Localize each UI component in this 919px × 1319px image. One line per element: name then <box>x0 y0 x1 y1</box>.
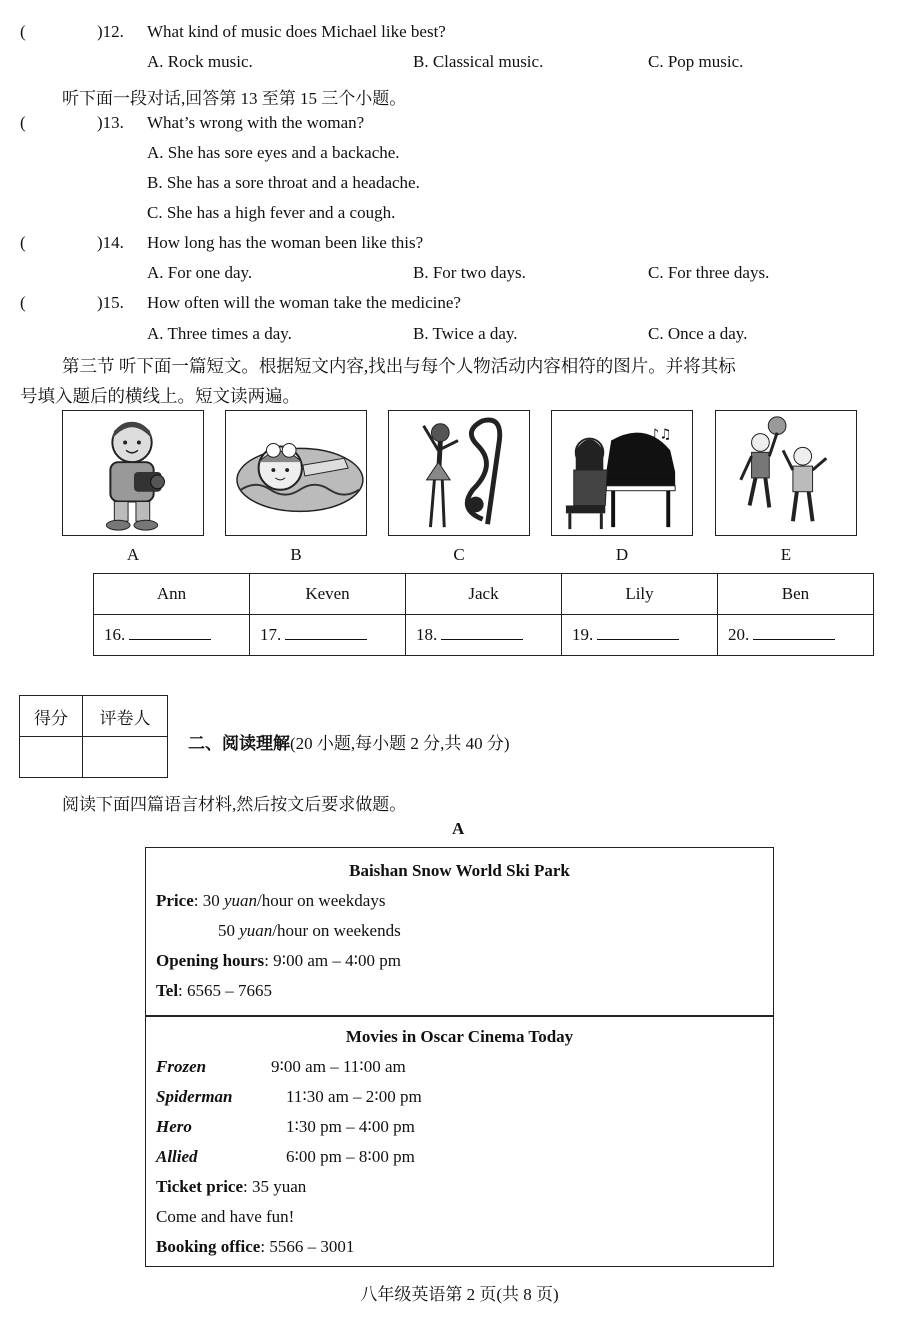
answer-blank[interactable] <box>129 625 211 640</box>
answer-number: 19. <box>572 625 594 644</box>
price-label: Price <box>156 891 194 910</box>
part2-title: 二、阅读理解 <box>188 734 290 754</box>
swimmer-icon <box>225 410 367 536</box>
movie-name: Allied <box>156 1147 198 1166</box>
section3-instruction-line1: 第三节 听下面一篇短文。根据短文内容,找出与每个人物活动内容相符的图片。并将其标 <box>62 356 736 376</box>
price-weekend-desc: /hour on weekends <box>272 921 401 940</box>
question-stem: How long has the woman been like this? <box>147 233 424 252</box>
option-c: C. For three days. <box>648 263 770 282</box>
price-line-2 <box>218 921 401 941</box>
name-cell: Jack <box>406 574 562 615</box>
price-unit: yuan <box>239 921 273 940</box>
answer-cell-18[interactable] <box>406 615 562 656</box>
movie-name: Spiderman <box>156 1087 233 1106</box>
movie-name: Hero <box>156 1117 192 1136</box>
option-b: B. Twice a day. <box>413 324 518 343</box>
fun-line: Come and have fun! <box>156 1207 295 1226</box>
answer-bracket-open: ( <box>20 293 26 312</box>
picture-label-e: E <box>780 545 792 564</box>
part2-heading <box>188 729 510 754</box>
picture-label-d: D <box>615 545 629 564</box>
answer-cell-16[interactable] <box>94 615 250 656</box>
answer-number: 16. <box>104 625 126 644</box>
reading-instruction: 阅读下面四篇语言材料,然后按文后要求做题。 <box>62 795 407 814</box>
colon: : <box>178 981 188 1000</box>
price-weekday-desc: /hour on weekdays <box>257 891 386 910</box>
basketball-players-icon <box>715 410 857 536</box>
option-b: B. For two days. <box>413 263 526 282</box>
ski-park-box <box>145 847 774 1017</box>
answer-cell-20[interactable] <box>718 615 874 656</box>
part2-description: (20 小题,每小题 2 分,共 40 分) <box>290 734 510 753</box>
question-number: )13. <box>97 113 124 132</box>
option-b: B. Classical music. <box>413 52 544 71</box>
option-c: C. Pop music. <box>648 52 744 71</box>
answer-cell-17[interactable] <box>250 615 406 656</box>
cinema-box <box>145 1015 774 1267</box>
question-number: )14. <box>97 233 124 252</box>
option-a: A. Three times a day. <box>147 324 292 343</box>
movie-time: 6∶00 pm – 8∶00 pm <box>286 1147 415 1166</box>
answer-cell-19[interactable] <box>562 615 718 656</box>
answer-blank[interactable] <box>285 625 367 640</box>
opening-hours-line <box>156 951 401 971</box>
colon: : <box>193 891 203 910</box>
answer-bracket-open: ( <box>20 113 26 132</box>
dancer-icon <box>388 410 530 536</box>
price-weekday: 30 <box>202 891 224 910</box>
name-cell: Ben <box>718 574 874 615</box>
movie-time: 11∶30 am – 2∶00 pm <box>286 1087 422 1106</box>
colon: : <box>243 1177 253 1196</box>
name-cell: Lily <box>562 574 718 615</box>
cinema-title: Movies in Oscar Cinema Today <box>345 1027 574 1046</box>
dialogue-instruction: 听下面一段对话,回答第 13 至第 15 三个小题。 <box>62 89 407 108</box>
booking-value: 5566 – 3001 <box>269 1237 355 1256</box>
answer-blank[interactable] <box>441 625 523 640</box>
question-number: )15. <box>97 293 124 312</box>
picture-label-b: B <box>290 545 302 564</box>
price-unit: yuan <box>223 891 258 910</box>
picture-label-c: C <box>453 545 465 564</box>
page-footer: 八年级英语第 2 页(共 8 页) <box>360 1285 559 1304</box>
score-table <box>19 695 168 778</box>
movie-time: 9∶00 am – 11∶00 am <box>271 1057 406 1076</box>
hours-label: Opening hours <box>156 951 265 970</box>
photographer-icon <box>62 410 204 536</box>
option-c: C. Once a day. <box>648 324 748 343</box>
booking-label: Booking office <box>156 1237 261 1256</box>
ticket-line <box>156 1177 306 1197</box>
section3-instruction-line2: 号填入题后的横线上。短文读两遍。 <box>20 386 300 406</box>
answer-number: 17. <box>260 625 282 644</box>
tel-line <box>156 981 272 1001</box>
option-a: A. She has sore eyes and a backache. <box>147 143 400 162</box>
grader-cell[interactable] <box>83 737 168 778</box>
answer-number: 18. <box>416 625 438 644</box>
option-b: B. She has a sore throat and a headache. <box>147 173 420 192</box>
option-a: A. For one day. <box>147 263 253 282</box>
movie-name: Frozen <box>156 1057 207 1076</box>
matching-table <box>93 573 874 656</box>
answer-bracket-open: ( <box>20 233 26 252</box>
picture-label-a: A <box>126 545 140 564</box>
price-weekend: 50 <box>218 921 240 940</box>
answer-blank[interactable] <box>597 625 679 640</box>
question-stem: What’s wrong with the woman? <box>147 113 365 132</box>
price-line-1 <box>156 891 385 911</box>
hours-value: 9∶00 am – 4∶00 pm <box>273 951 402 970</box>
answer-number: 20. <box>728 625 750 644</box>
tel-value: 6565 – 7665 <box>187 981 273 1000</box>
ticket-label: Ticket price <box>156 1177 244 1196</box>
answer-blank[interactable] <box>753 625 835 640</box>
name-cell: Keven <box>250 574 406 615</box>
colon: : <box>264 951 274 970</box>
piano-player-icon <box>551 410 693 536</box>
grader-header: 评卷人 <box>83 696 168 737</box>
answer-bracket-open: ( <box>20 22 26 41</box>
ski-park-title: Baishan Snow World Ski Park <box>349 861 570 880</box>
tel-label: Tel <box>156 981 179 1000</box>
option-a: A. Rock music. <box>147 52 253 71</box>
name-cell: Ann <box>94 574 250 615</box>
passage-letter: A <box>452 819 465 838</box>
movie-time: 1∶30 pm – 4∶00 pm <box>286 1117 415 1136</box>
score-cell[interactable] <box>20 737 83 778</box>
colon: : <box>260 1237 270 1256</box>
svg-text:♪♫: ♪♫ <box>650 426 672 443</box>
question-number: )12. <box>97 22 124 41</box>
score-header: 得分 <box>20 696 83 737</box>
question-stem: How often will the woman take the medicine? <box>147 293 461 312</box>
question-stem: What kind of music does Michael like best? <box>147 22 446 41</box>
ticket-value: 35 yuan <box>252 1177 307 1196</box>
option-c: C. She has a high fever and a cough. <box>147 203 396 222</box>
booking-line <box>156 1237 354 1257</box>
